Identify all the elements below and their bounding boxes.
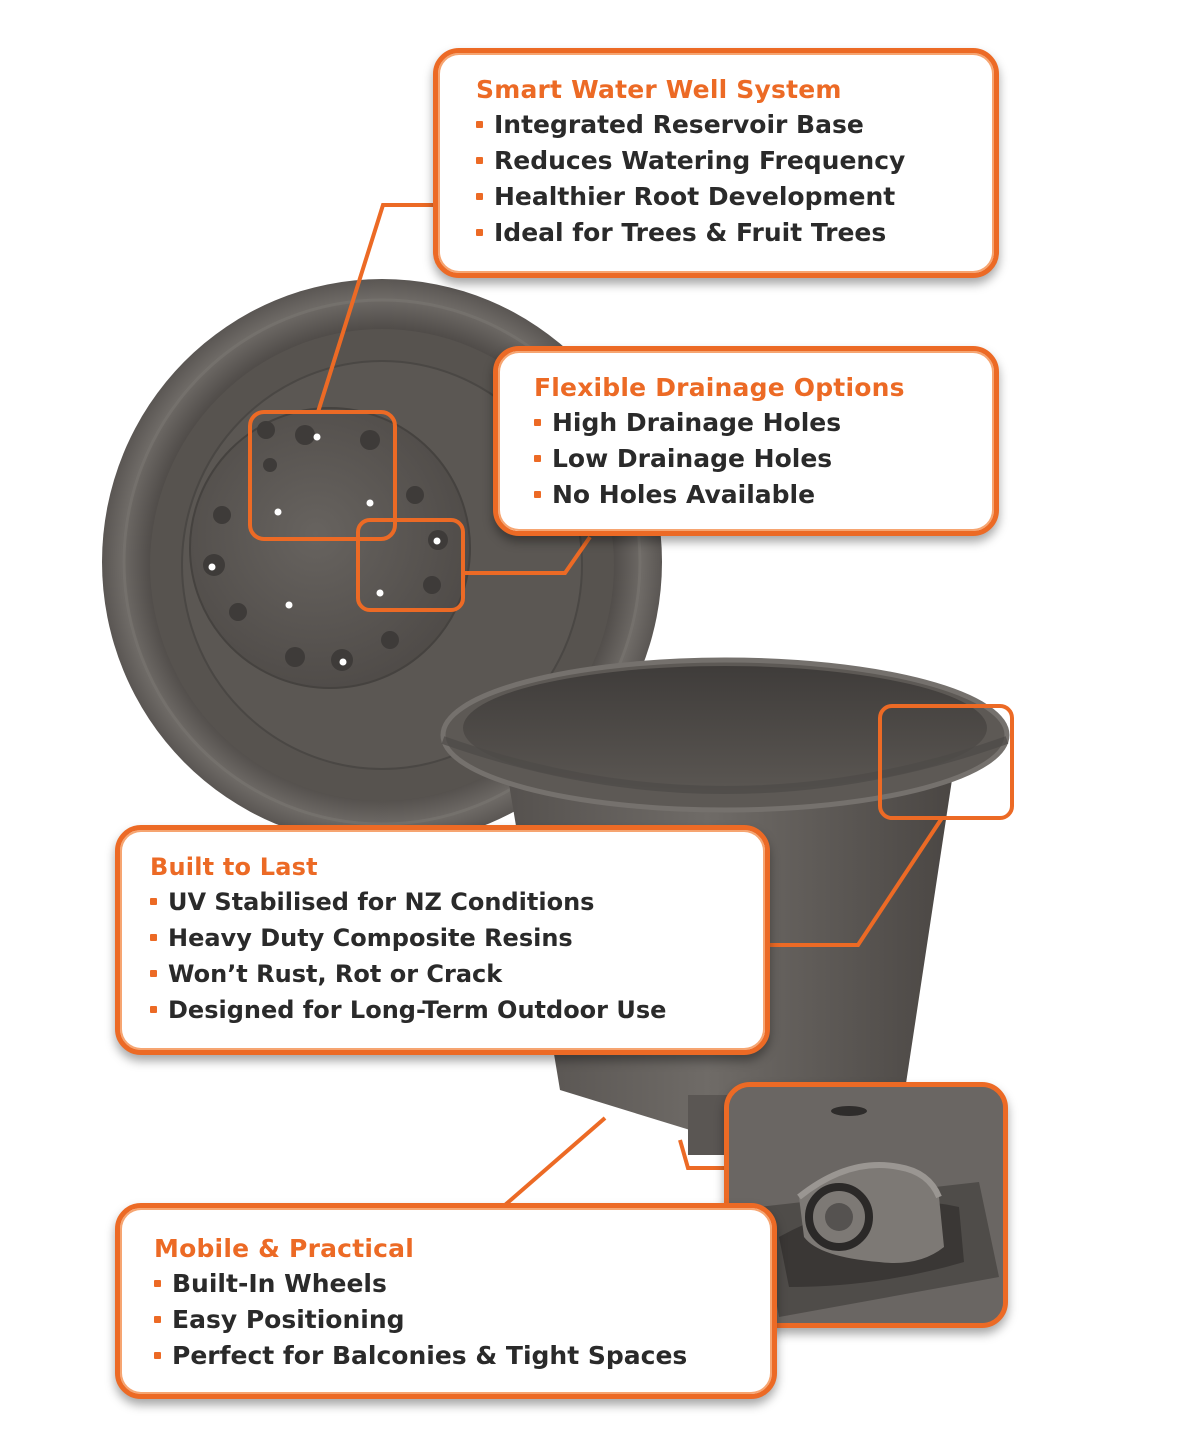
bullet-icon bbox=[476, 229, 483, 236]
bullet-icon bbox=[534, 491, 541, 498]
list-item: Designed for Long-Term Outdoor Use bbox=[150, 992, 765, 1028]
list-item: Reduces Watering Frequency bbox=[476, 143, 994, 179]
bullet-icon bbox=[154, 1280, 161, 1287]
feature-list bbox=[154, 1266, 772, 1374]
bullet-icon bbox=[534, 455, 541, 462]
list-item: High Drainage Holes bbox=[534, 405, 994, 441]
feature-list bbox=[476, 107, 994, 251]
callout-mobile-practical bbox=[115, 1203, 777, 1399]
bullet-icon bbox=[476, 121, 483, 128]
callout-smart-water-well bbox=[433, 48, 999, 278]
list-item: Ideal for Trees & Fruit Trees bbox=[476, 215, 994, 251]
callout-built-to-last bbox=[115, 825, 770, 1055]
list-item: Healthier Root Development bbox=[476, 179, 994, 215]
bullet-icon bbox=[534, 419, 541, 426]
callout-title: Flexible Drainage Options bbox=[534, 373, 905, 402]
bullet-icon bbox=[150, 898, 157, 905]
bullet-icon bbox=[150, 970, 157, 977]
callout-title: Smart Water Well System bbox=[476, 75, 842, 104]
callout-title: Built to Last bbox=[150, 853, 318, 881]
list-item: Integrated Reservoir Base bbox=[476, 107, 994, 143]
list-item: Perfect for Balconies & Tight Spaces bbox=[154, 1338, 772, 1374]
bullet-icon bbox=[476, 157, 483, 164]
list-item: Easy Positioning bbox=[154, 1302, 772, 1338]
list-item: Low Drainage Holes bbox=[534, 441, 994, 477]
bullet-icon bbox=[476, 193, 483, 200]
callout-title: Mobile & Practical bbox=[154, 1234, 414, 1263]
bullet-icon bbox=[154, 1316, 161, 1323]
feature-list bbox=[534, 405, 994, 513]
bullet-icon bbox=[150, 934, 157, 941]
list-item: Won’t Rust, Rot or Crack bbox=[150, 956, 765, 992]
list-item: No Holes Available bbox=[534, 477, 994, 513]
feature-list bbox=[150, 884, 765, 1028]
list-item: Heavy Duty Composite Resins bbox=[150, 920, 765, 956]
bullet-icon bbox=[154, 1352, 161, 1359]
list-item: UV Stabilised for NZ Conditions bbox=[150, 884, 765, 920]
bullet-icon bbox=[150, 1006, 157, 1013]
callout-flexible-drainage bbox=[493, 346, 999, 536]
list-item: Built-In Wheels bbox=[154, 1266, 772, 1302]
